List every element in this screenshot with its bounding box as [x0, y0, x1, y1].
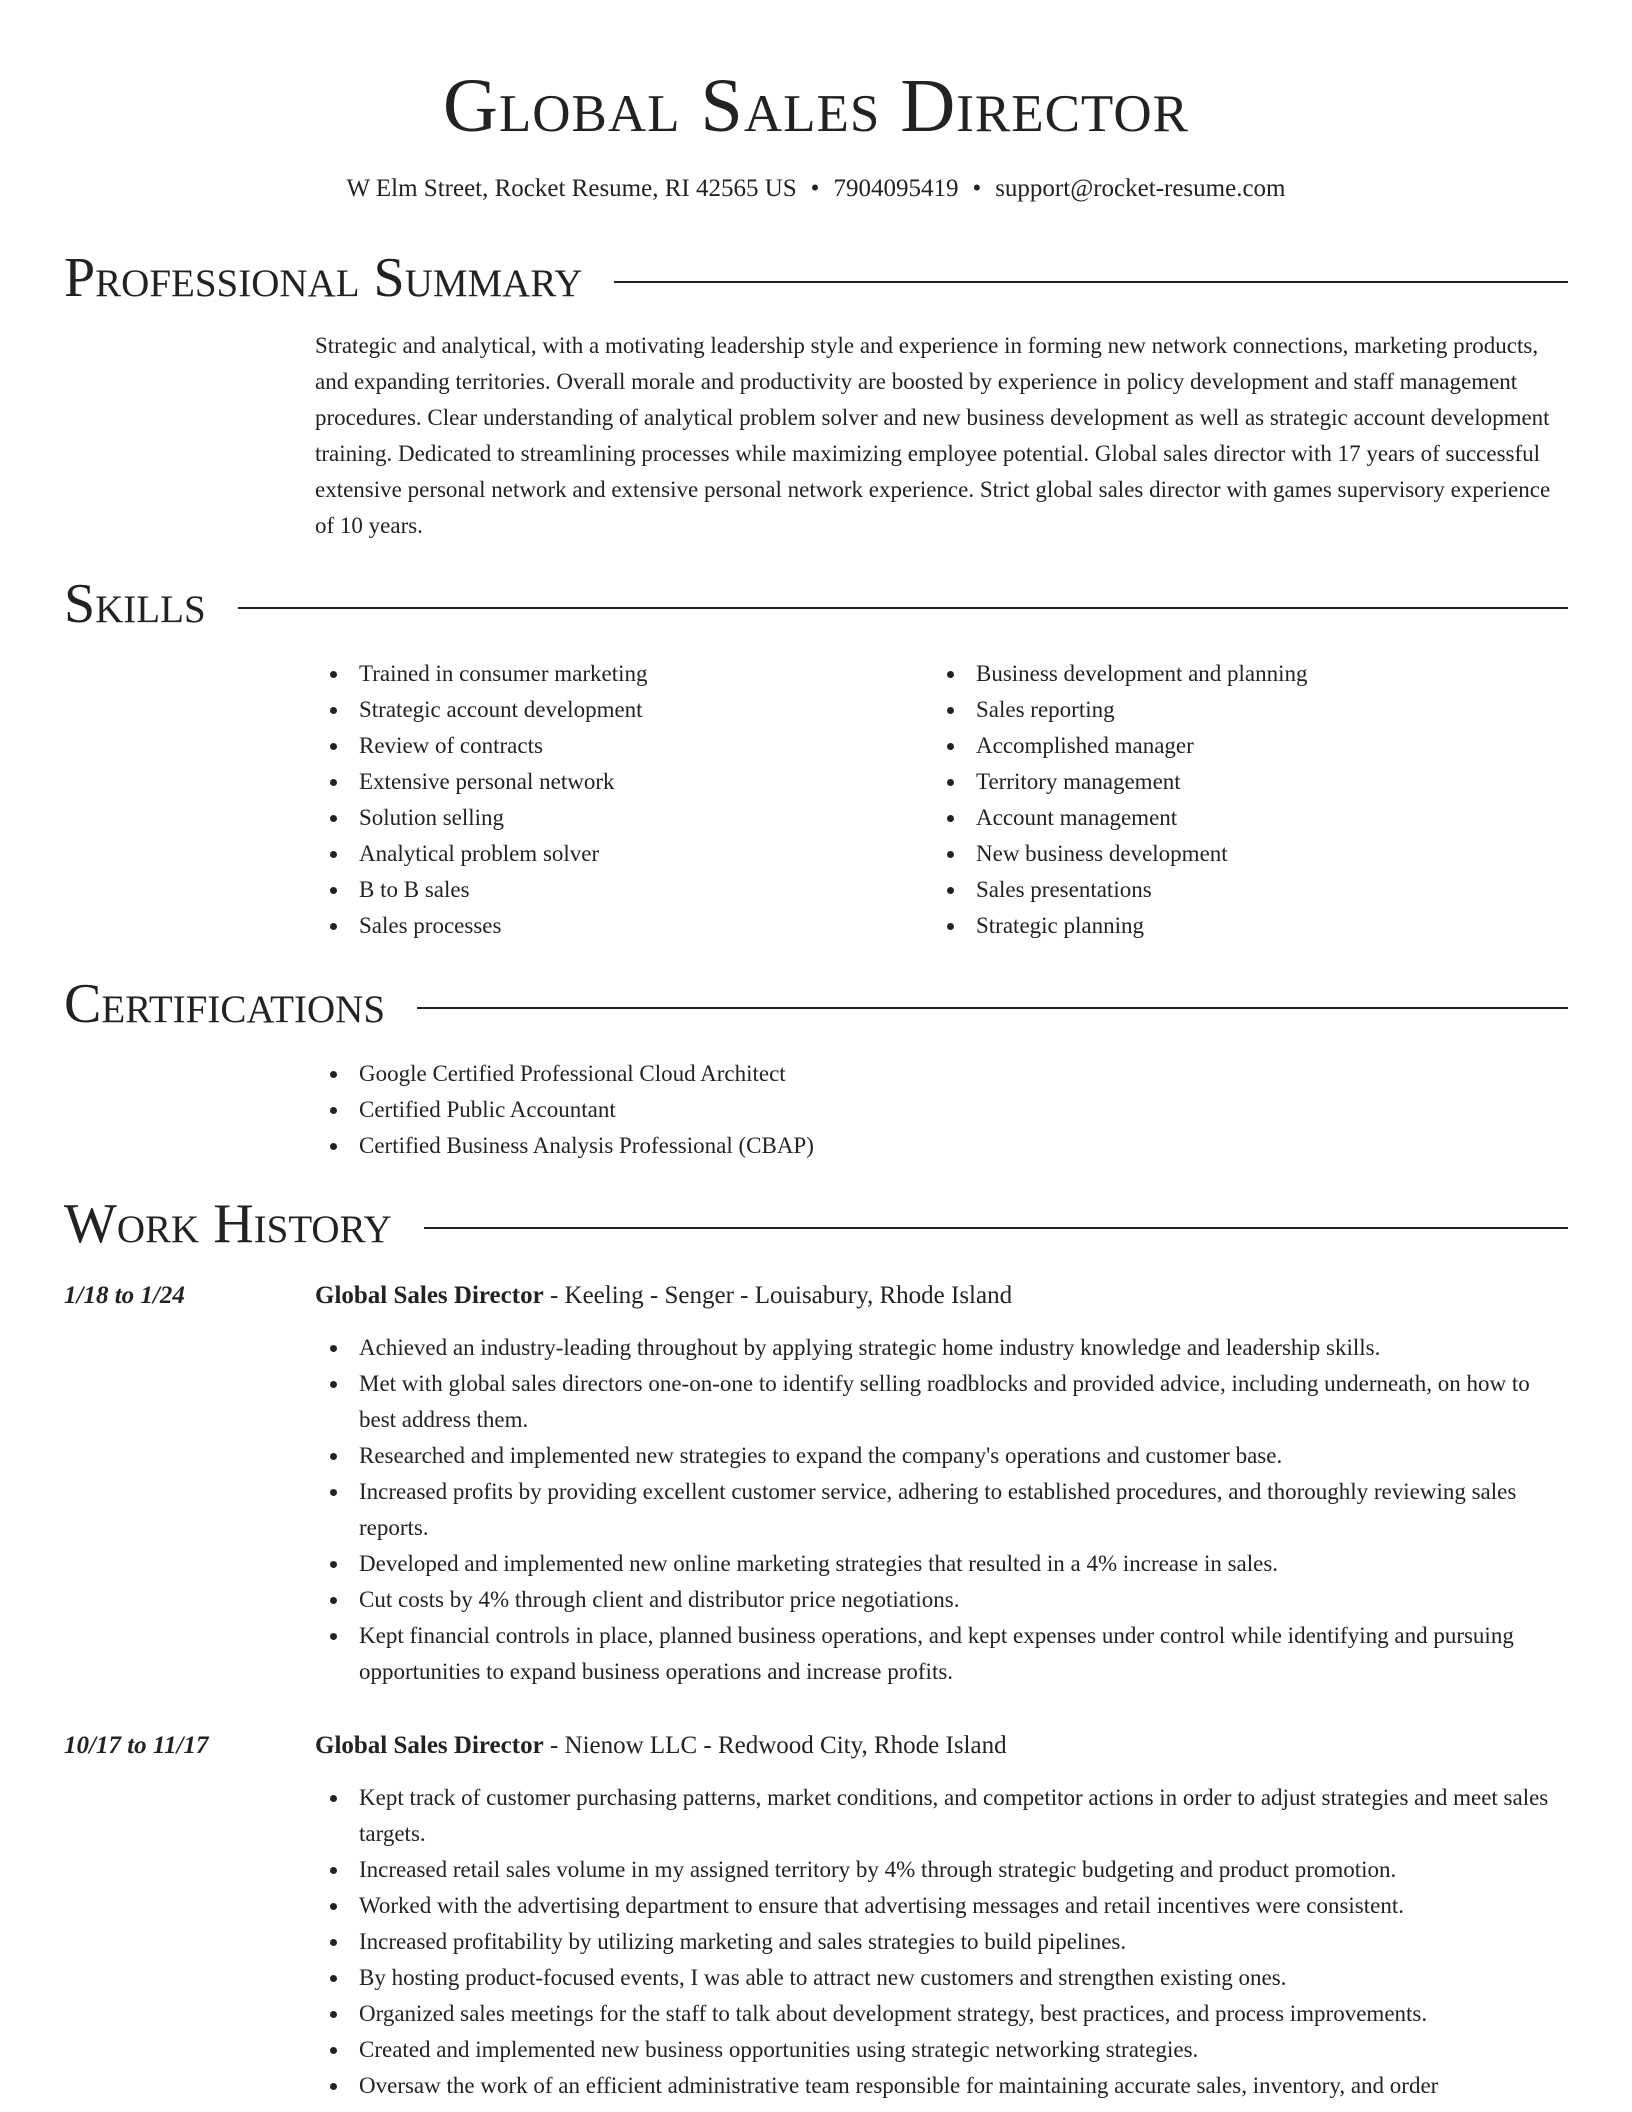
work-bullet: Oversaw the work of an efficient administrative team responsible for maintaining accurate sales, inventory, and order [315, 2068, 1568, 2104]
work-bullet: Worked with the advertising department to ensure that advertising messages and retail incentives were consistent. [315, 1888, 1568, 1924]
work-heading [315, 1278, 1012, 1314]
work-job-title: Global Sales Director [315, 1282, 544, 1309]
work-bullet: Increased retail sales volume in my assigned territory by 4% through strategic budgeting and product promotion. [315, 1852, 1568, 1888]
skill-item: Strategic account development [315, 692, 932, 728]
certification-item: Google Certified Professional Cloud Architect [315, 1056, 1568, 1092]
summary-section-header [64, 248, 1568, 308]
work-bullet: Kept track of customer purchasing patterns, market conditions, and competitor actions in order to adjust strategies and meet sales targets. [315, 1780, 1568, 1852]
skill-item: Solution selling [315, 800, 932, 836]
skills-section-header [64, 574, 1568, 634]
work-bullet: Researched and implemented new strategies to expand the company's operations and customer base. [315, 1438, 1568, 1474]
work-entry [64, 1728, 1568, 2104]
work-bullet: Achieved an industry-leading throughout by applying strategic home industry knowledge and leadership skills. [315, 1330, 1568, 1366]
skill-item: Sales processes [315, 908, 932, 944]
contact-separator: • [810, 175, 820, 202]
work-entry-header [64, 1728, 1568, 1764]
work-title: Work History [64, 1193, 392, 1255]
work-bullet: Developed and implemented new online marketing strategies that resulted in a 4% increase in sales. [315, 1546, 1568, 1582]
work-bullets [315, 1330, 1568, 1690]
skill-item: New business development [932, 836, 1549, 872]
contact-phone: 7904095419 [833, 175, 959, 202]
summary-section [315, 328, 1568, 544]
work-bullets [315, 1780, 1568, 2104]
work-entry [64, 1278, 1568, 1690]
certifications-list [315, 1056, 1568, 1164]
contact-separator: • [972, 175, 982, 202]
certifications-section [315, 1056, 1568, 1164]
skill-item: Trained in consumer marketing [315, 656, 932, 692]
section-divider [614, 281, 1568, 283]
work-bullet: Increased profits by providing excellent customer service, adhering to established procedures, and thoroughly reviewing sales reports. [315, 1474, 1568, 1546]
resume-page [64, 0, 1568, 2112]
skill-item: Account management [932, 800, 1549, 836]
summary-title: Professional Summary [64, 247, 583, 309]
certifications-section-header [64, 974, 1568, 1034]
work-bullet: Created and implemented new business opportunities using strategic networking strategies. [315, 2032, 1568, 2068]
work-company-location: - Nienow LLC - Redwood City, Rhode Island [543, 1732, 1007, 1759]
skill-item: Business development and planning [932, 656, 1549, 692]
work-bullet: Kept financial controls in place, planned business operations, and kept expenses under control while identifying and pursuing opportunities to expand business operations and increase profits. [315, 1618, 1568, 1690]
skill-item: Accomplished manager [932, 728, 1549, 764]
summary-text: Strategic and analytical, with a motivating leadership style and experience in forming new network connections, marketing products, and expanding territories. Overall morale and productivity are boosted by experience in policy development and staff management procedures. Clear understanding of analytical problem solver and new business development as well as strategic account development training. Dedicated to streamlining processes while maximizing employee potential. Global sales director with 17 years of successful extensive personal network and extensive personal network experience. Strict global sales director with games supervisory experience of 10 years. [315, 333, 1551, 538]
work-bullet: Organized sales meetings for the staff to talk about development strategy, best practices, and process improvements. [315, 1996, 1568, 2032]
certification-item: Certified Business Analysis Professional (CBAP) [315, 1128, 1568, 1164]
contact-line [64, 174, 1568, 204]
skills-title: Skills [64, 573, 206, 635]
skill-item: Analytical problem solver [315, 836, 932, 872]
work-company-location: - Keeling - Senger - Louisabury, Rhode Island [543, 1282, 1013, 1309]
skills-list-left [315, 656, 932, 944]
section-divider [238, 607, 1568, 609]
skill-item: Sales reporting [932, 692, 1549, 728]
skill-item: Territory management [932, 764, 1549, 800]
work-dates: 10/17 to 11/17 [64, 1732, 209, 1759]
work-job-title: Global Sales Director [315, 1732, 544, 1759]
work-entry-header [64, 1278, 1568, 1314]
work-bullet: Met with global sales directors one-on-one to identify selling roadblocks and provided advice, including underneath, on how to best address them. [315, 1366, 1568, 1438]
section-divider [424, 1227, 1568, 1229]
skill-item: Strategic planning [932, 908, 1549, 944]
certification-item: Certified Public Accountant [315, 1092, 1568, 1128]
skills-list-right [932, 656, 1549, 944]
work-bullet: Cut costs by 4% through client and distributor price negotiations. [315, 1582, 1568, 1618]
skill-item: Extensive personal network [315, 764, 932, 800]
section-divider [417, 1007, 1568, 1009]
resume-name: Global Sales Director [443, 64, 1189, 148]
contact-email: support@rocket-resume.com [995, 175, 1286, 202]
certifications-title: Certifications [64, 973, 386, 1035]
work-dates: 1/18 to 1/24 [64, 1282, 185, 1309]
work-bullet: Increased profitability by utilizing marketing and sales strategies to build pipelines. [315, 1924, 1568, 1960]
skills-section [315, 656, 1568, 944]
skill-item: B to B sales [315, 872, 932, 908]
skill-item: Review of contracts [315, 728, 932, 764]
work-heading [315, 1728, 1007, 1764]
work-section-header [64, 1194, 1568, 1254]
work-bullet: By hosting product-focused events, I was able to attract new customers and strengthen existing ones. [315, 1960, 1568, 1996]
skill-item: Sales presentations [932, 872, 1549, 908]
contact-address: W Elm Street, Rocket Resume, RI 42565 US [346, 175, 797, 202]
